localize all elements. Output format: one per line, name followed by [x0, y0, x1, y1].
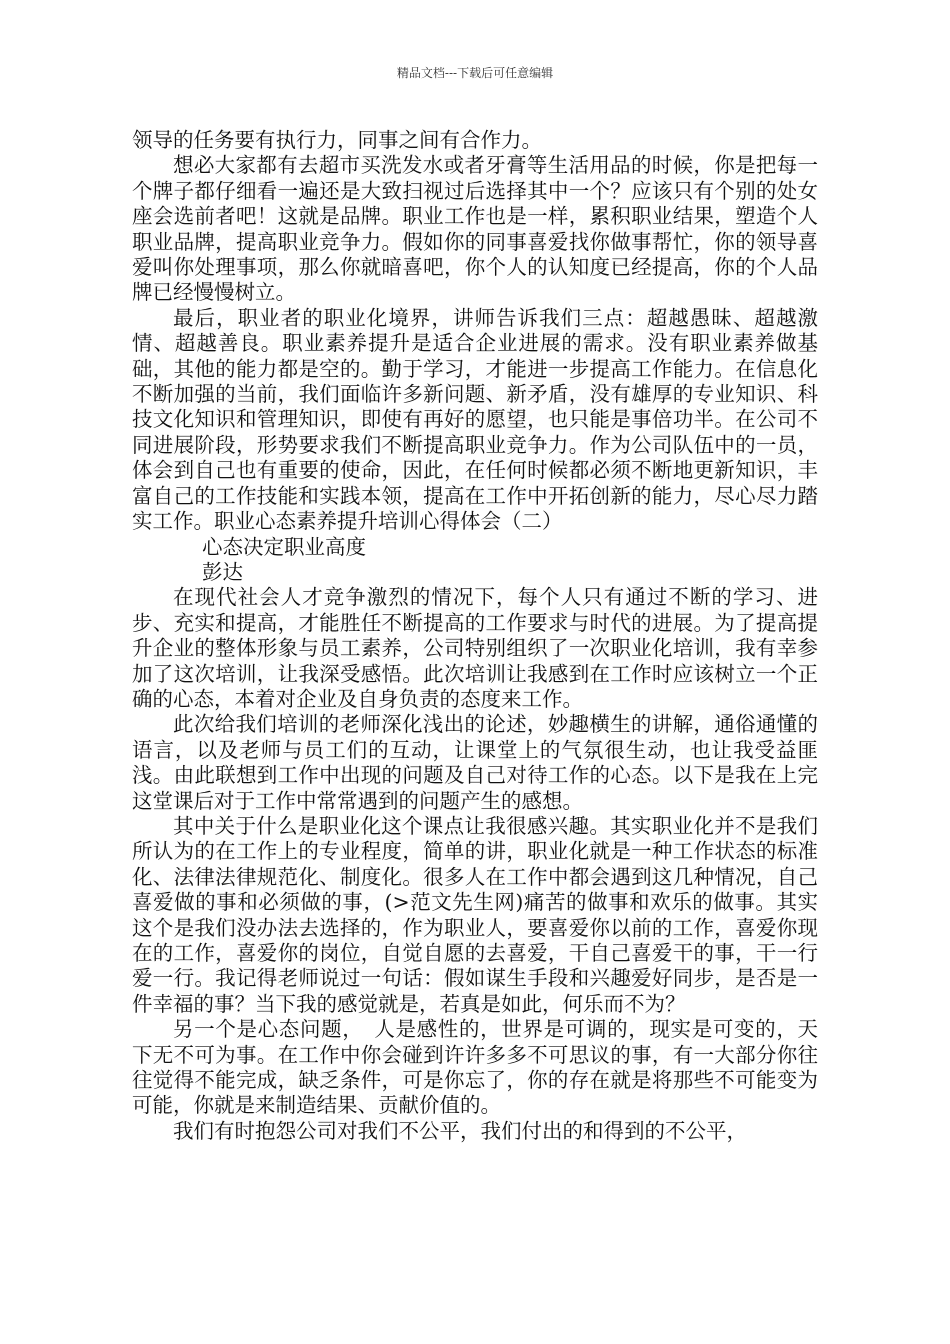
paragraph: 我们有时抱怨公司对我们不公平，我们付出的和得到的不公平， — [173, 1118, 747, 1143]
paragraph: 在现代社会人才竞争激烈的情况下，每个人只有通过不断的学习、进步、充实和提高，才能胜任不断提高的工作要求与时代的进展。为了提高提升企业的整体形象与员工素养，公司特别组织了一次职业化培训，我有幸参加了这次培训，让我深受感悟。此次培训让我感到在工作时应该树立一个正确的心态，本着对企业及自身负责的态度来工作。 — [132, 585, 818, 711]
paragraph: 此次给我们培训的老师深化浅出的论述，妙趣横生的讲解，通俗通懂的语言，以及老师与员工们的互动，让课堂上的气氛很生动，也让我受益匪浅。由此联想到工作中出现的问题及自己对待工作的心态。以下是我在上完这堂课后对于工作中常常遇到的问题产生的感想。 — [132, 712, 818, 813]
section-title: 心态决定职业高度 — [202, 534, 366, 559]
document-body — [132, 128, 818, 1144]
paragraph: 领导的任务要有执行力，同事之间有合作力。 — [132, 128, 542, 152]
author-name: 彭达 — [202, 559, 243, 584]
paragraph: 最后，职业者的职业化境界，讲师告诉我们三点：超越愚昧、超越激情、超越善良。职业素养提升是适合企业进展的需求。没有职业素养做基础，其他的能力都是空的。勤于学习，才能进一步提高工作能力。在信息化不断加强的当前，我们面临许多新问题、新矛盾，没有雄厚的专业知识、科技文化知识和管理知识，即使有再好的愿望，也只能是事倍功半。在公司不同进展阶段，形势要求我们不断提高职业竞争力。作为公司队伍中的一员，体会到自己也有重要的使命，因此，在任何时候都必须不断地更新知识，丰富自己的工作技能和实践本领，提高在工作中开拓创新的能力，尽心尽力踏实工作。职业心态素养提升培训心得体会（二） — [132, 305, 818, 534]
paragraph: 想必大家都有去超市买洗发水或者牙膏等生活用品的时候，你是把每一个牌子都仔细看一遍还是大致扫视过后选择其中一个？应该只有个别的处女座会选前者吧！这就是品牌。职业工作也是一样，累积职业结果，塑造个人职业品牌，提高职业竞争力。假如你的同事喜爱找你做事帮忙，你的领导喜爱叫你处理事项，那么你就暗喜吧，你个人的认知度已经提高，你的个人品牌已经慢慢树立。 — [132, 153, 818, 305]
page-header: 精品文档---下载后可任意编辑 — [396, 66, 554, 80]
paragraph: 另一个是心态问题， 人是感性的，世界是可调的，现实是可变的，天下无不可为事。在工作中你会碰到许许多多不可思议的事，有一大部分你往往觉得不能完成，缺乏条件，可是你忘了，你的存在就是将那些不可能变为可能，你就是来制造结果、贡献价值的。 — [132, 1017, 818, 1118]
paragraph: 其中关于什么是职业化这个课点让我很感兴趣。其实职业化并不是我们所认为的在工作上的专业程度，简单的讲，职业化就是一种工作状态的标准化、法律法律规范化、制度化。很多人在工作中都会遇到这几种情况，自己喜爱做的事和必须做的事，(>范文先生网)痛苦的做事和欢乐的做事。其实这个是我们没办法去选择的，作为职业人，要喜爱你以前的工作，喜爱你现在的工作，喜爱你的岗位，自觉自愿的去喜爱，干自己喜爱干的事，干一行爱一行。我记得老师说过一句话：假如谋生手段和兴趣爱好同步，是否是一件幸福的事？当下我的感觉就是，若真是如此，何乐而不为？ — [132, 813, 818, 1016]
